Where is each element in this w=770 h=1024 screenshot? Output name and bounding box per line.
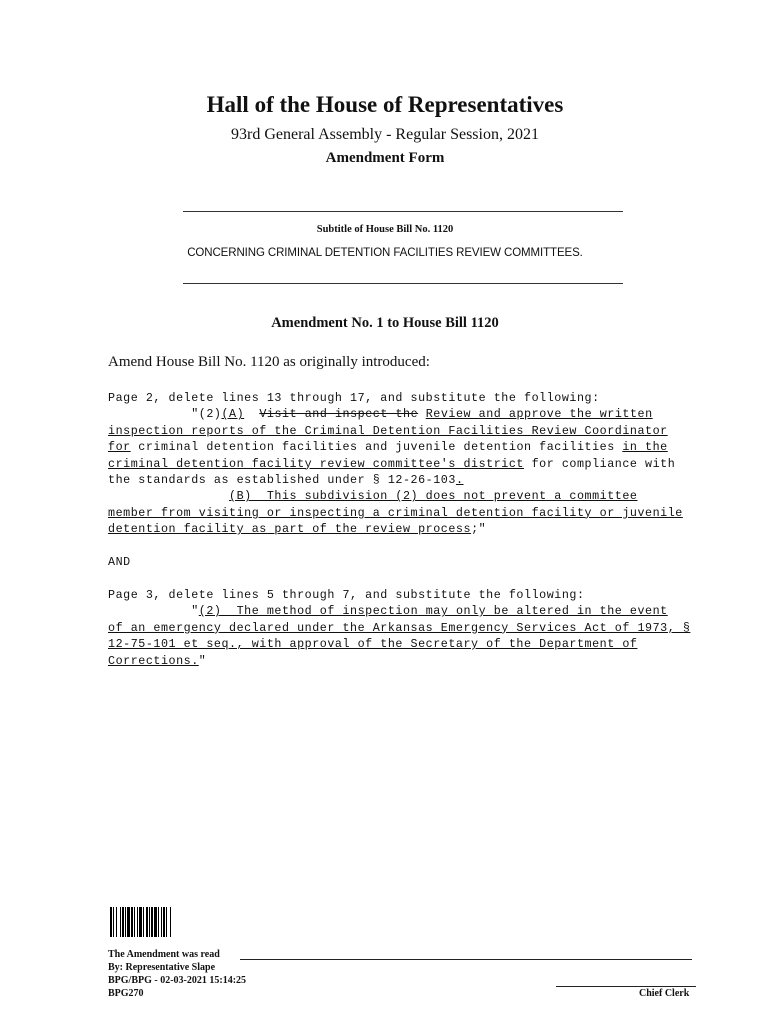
- amendment-read-label: The Amendment was read: [108, 949, 220, 960]
- subtitle-label: Subtitle of House Bill No. 1120: [316, 224, 454, 235]
- amendment-intro: Amend House Bill No. 1120 as originally introduced:: [108, 354, 430, 370]
- amendment-part-1: Page 2, delete lines 13 through 17, and substitute the following: "(2)(A) Visit and inspect the Review and approve the written inspection reports of the Criminal Detention Facilities Review Coordinator for criminal detention facilities and juvenile detention facilities in the criminal detention facility review committee's district for compliance with the standards as established under § 12-26-103. (B) This subdivision (2) does not prevent a committee member from visiting or inspecting a criminal detention facility or juvenile detention facility as part of the review process;": [108, 391, 683, 537]
- divider-bottom: [183, 283, 623, 284]
- amendment-part-2: Page 3, delete lines 5 through 7, and substitute the following: "(2) The method of inspection may only be altered in the event of an emergency declared under the Arkansas Emergency Services Act of 1973, § 12-75-101 et seq., with approval of the Secretary of the Department of Corrections.": [108, 588, 691, 668]
- chief-clerk-label: Chief Clerk: [639, 988, 690, 999]
- clerk-signature-line: [556, 986, 696, 987]
- part1-instruction: Page 2, delete lines 13 through 17, and substitute the following:: [108, 391, 600, 405]
- divider-top: [183, 211, 623, 212]
- document-code: BPG/BPG - 02-03-2021 15:14:25: [108, 975, 247, 986]
- form-name: Amendment Form: [325, 150, 445, 166]
- subtitle-text: CONCERNING CRIMINAL DETENTION FACILITIES REVIEW COMMITTEES.: [187, 247, 583, 259]
- read-signature-line: [240, 959, 692, 960]
- session-line: 93rd General Assembly - Regular Session, 2021: [231, 126, 539, 143]
- page-title: Hall of the House of Representatives: [206, 92, 564, 117]
- barcode: [110, 907, 202, 937]
- and-separator: AND: [108, 555, 131, 569]
- document-id: BPG270: [108, 988, 144, 999]
- part2-instruction: Page 3, delete lines 5 through 7, and substitute the following:: [108, 588, 585, 602]
- struck-text: Visit and inspect the: [259, 407, 419, 422]
- representative-line: By: Representative Slape: [108, 962, 216, 973]
- amendment-number: Amendment No. 1 to House Bill 1120: [271, 315, 499, 331]
